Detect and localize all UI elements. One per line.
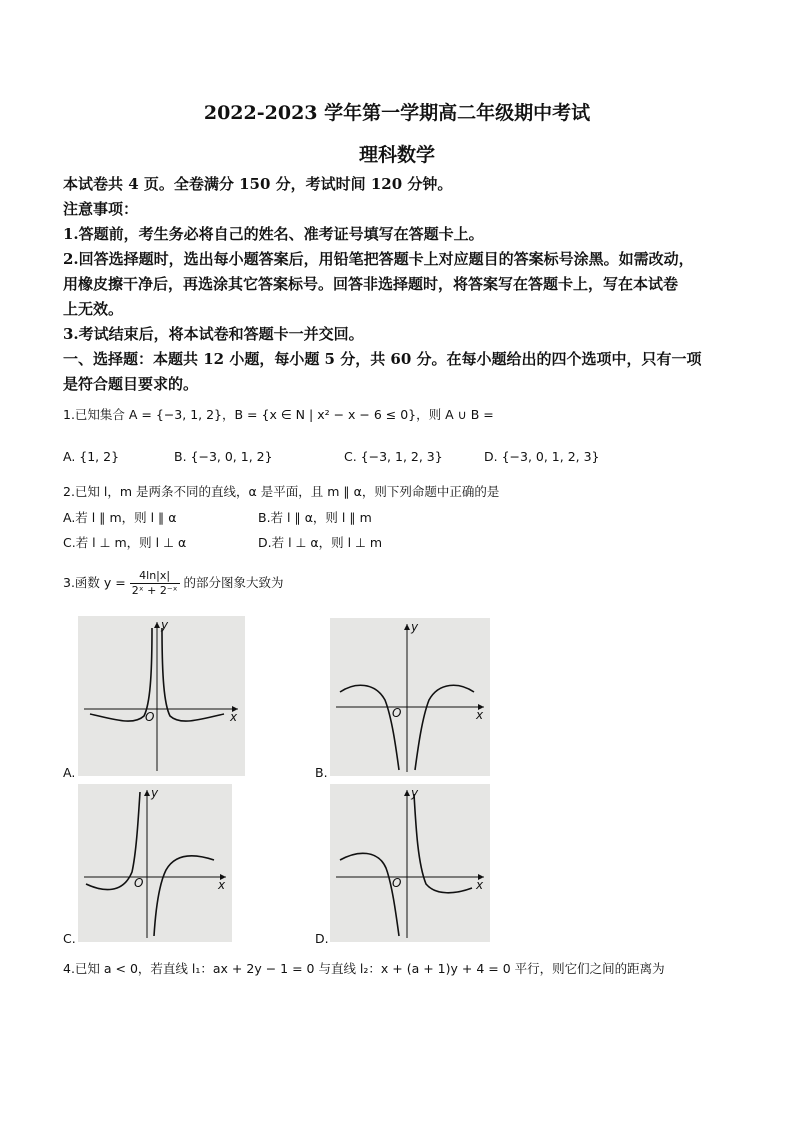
graph-a-x-label: x bbox=[230, 710, 238, 724]
exam-subtitle: 理科数学 bbox=[358, 144, 435, 166]
graph-b-y-label: y bbox=[411, 620, 419, 634]
q1-option-a[interactable]: A. {1, 2} bbox=[63, 449, 120, 464]
q1-option-b[interactable]: B. {−3, 0, 1, 2} bbox=[174, 449, 273, 464]
q2-option-b[interactable]: B.若 l ∥ α，则 l ∥ m bbox=[258, 510, 372, 525]
instruction-item-2a: 2.回答选择题时，选出每小题答案后，用铅笔把答题卡上对应题目的答案标号涂黑。如需改动， bbox=[63, 250, 694, 268]
graph-b-x-label: x bbox=[476, 708, 484, 722]
q2-option-a[interactable]: A.若 l ∥ m，则 l ∥ α bbox=[63, 510, 177, 525]
graph-b-origin: O bbox=[392, 706, 402, 720]
graph-d-origin: O bbox=[392, 876, 402, 890]
instruction-item-2c: 上无效。 bbox=[63, 300, 124, 318]
graph-d-label[interactable]: D. bbox=[315, 931, 329, 946]
graph-a-label[interactable]: A. bbox=[63, 765, 76, 780]
instruction-item-1: 1.答题前，考生务必将自己的姓名、准考证号填写在答题卡上。 bbox=[63, 225, 484, 243]
instruction-item-2b: 用橡皮擦干净后，再选涂其它答案标号。回答非选择题时，将答案写在答题卡上，写在本试卷 bbox=[63, 275, 679, 293]
exam-title: 2022-2023 学年第一学期高二年级期中考试 bbox=[203, 102, 591, 124]
question-2-stem: 2.已知 l，m 是两条不同的直线，α 是平面，且 m ∥ α，则下列命题中正确的是 bbox=[63, 484, 500, 499]
q1-option-c[interactable]: C. {−3, 1, 2, 3} bbox=[344, 449, 443, 464]
instruction-line: 本试卷共 4 页。全卷满分 150 分，考试时间 120 分钟。 bbox=[63, 175, 453, 193]
graph-c-x-label: x bbox=[218, 878, 226, 892]
q2-option-c[interactable]: C.若 l ⊥ m，则 l ⊥ α bbox=[63, 535, 187, 550]
q3-prefix: 3.函数 y = bbox=[63, 575, 126, 590]
question-3-stem bbox=[63, 566, 753, 600]
question-1-stem: 1.已知集合 A = {−3, 1, 2}，B = {x ∈ N | x² − x − 6 ≤ 0}，则 A ∪ B = bbox=[63, 407, 494, 422]
graph-c-origin: O bbox=[134, 876, 144, 890]
graph-b-label[interactable]: B. bbox=[315, 765, 328, 780]
q1-option-d[interactable]: D. {−3, 0, 1, 2, 3} bbox=[484, 449, 600, 464]
graph-c-label[interactable]: C. bbox=[63, 931, 76, 946]
graph-a-origin: O bbox=[145, 710, 155, 724]
instruction-heading: 注意事项： bbox=[63, 200, 139, 218]
graph-a bbox=[78, 616, 245, 776]
section-heading-line2: 是符合题目要求的。 bbox=[63, 375, 199, 393]
q3-suffix: 的部分图象大致为 bbox=[183, 575, 284, 590]
question-4-stem: 4.已知 a < 0，若直线 l₁：ax + 2y − 1 = 0 与直线 l₂：x + (a + 1)y + 4 = 0 平行，则它们之间的距离为 bbox=[63, 961, 665, 976]
graph-d-y-label: y bbox=[411, 786, 419, 800]
graph-c-y-label: y bbox=[151, 786, 159, 800]
section-heading-line1: 一、选择题：本题共 12 小题，每小题 5 分，共 60 分。在每小题给出的四个选项中，只有一项 bbox=[63, 350, 702, 368]
graph-a-y-label: y bbox=[161, 618, 169, 632]
q2-option-d[interactable]: D.若 l ⊥ α，则 l ⊥ m bbox=[258, 535, 383, 550]
graph-d-x-label: x bbox=[476, 878, 484, 892]
graph-d bbox=[330, 784, 490, 942]
q3-fraction bbox=[130, 569, 180, 598]
instruction-item-3: 3.考试结束后，将本试卷和答题卡一并交回。 bbox=[63, 325, 364, 343]
graph-b bbox=[330, 618, 490, 776]
q3-denominator: 2ˣ + 2⁻ˣ bbox=[131, 584, 178, 597]
graph-c bbox=[78, 784, 232, 942]
q3-numerator: 4ln|x| bbox=[130, 569, 180, 584]
